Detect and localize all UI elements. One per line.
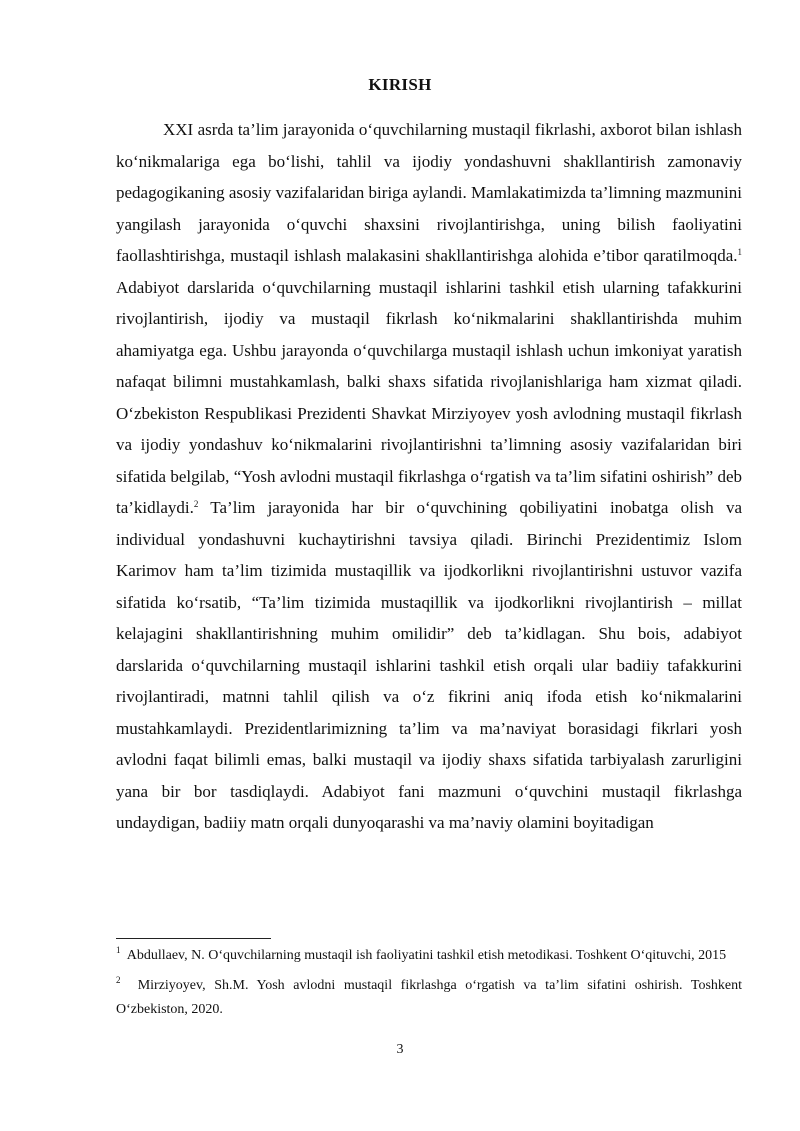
- paragraph-text-part-3: Ta’lim jarayonida har bir o‘quvchining qobiliyatini inobatga olish va individual yondashuvni kuchaytirishni tavsiya qiladi. Birinchi Prezidentimiz Islom Karimov ham ta’lim tizimida mustaqillik va ijodkorlikni rivojlantirishni ustuvor vazifa sifatida ko‘rsatib, “Ta’lim tizimida mustaqillik va ijodkorlikni rivojlantirish – millat kelajagini shakllantirishning muhim omilidir” deb ta’kidlagan. Shu bois, adabiyot darslarida o‘quvchilarning mustaqil ishlarini tashkil etish orqali ular badiiy tafakkurini rivojlantiradi, matnni tahlil qilish va o‘z fikrini aniq ifoda etish ko‘nikmalarini mustahkamlaydi. Prezidentlarimizning ta’lim va ma’naviyat borasidagi fikrlari yosh avlodni faqat bilimli emas, balki mustaqil va ijodiy shaxs sifatida tarbiyalash zarurligini yana bir bor tasdiqlaydi. Adabiyot fani mazmuni o‘quvchini mustaqil fikrlashga undaydigan, badiiy matn orqali dunyoqarashi va ma’naviy olamini boyitadigan: [116, 498, 742, 832]
- body-text: [116, 114, 742, 839]
- footnote-1: [116, 944, 742, 968]
- page-heading: KIRISH: [368, 75, 432, 94]
- footnote-separator: [116, 938, 271, 939]
- paragraph-text-part-2: Adabiyot darslarida o‘quvchilarning mustaqil ishlarini tashkil etish ularning tafakkurini rivojlantirish, ijodiy va mustaqil fikrlash ko‘nikmalarini shakllantirishda muhim ahamiyatga ega. Ushbu jarayonda o‘quvchilarga mustaqil ishlash uchun imkoniyat yaratish nafaqat bilimni mustahkamlash, balki shaxs sifatida rivojlanishlariga ham xizmat qiladi. O‘zbekiston Respublikasi Prezidenti Shavkat Mirziyoyev yosh avlodning mustaqil fikrlash va ijodiy yondashuv ko‘nikmalarini rivojlantirishni ta’limning asosiy vazifalaridan biri sifatida belgilab, “Yosh avlodni mustaqil fikrlashga o‘rgatish va ta’lim sifatini oshirish” deb ta’kidlaydi.: [116, 277, 742, 517]
- footnote-number-1: 1: [116, 945, 121, 955]
- footnote-2: [116, 974, 742, 1022]
- footnote-text-1: Abdullaev, N. O‘quvchilarning mustaqil ish faoliyatini tashkil etish metodikasi. Toshkent O‘qituvchi, 2015: [126, 948, 727, 963]
- footnote-ref-2: 2: [193, 499, 199, 509]
- paragraph-text-part-1: XXI asrda ta’lim jarayonida o‘quvchilarning mustaqil fikrlashi, axborot bilan ishlash ko‘nikmalariga ega bo‘lishi, tahlil va ijodiy yondashuvni shakllantirish zamonaviy pedagogikaning asosiy vazifalaridan biriga aylandi. Mamlakatimizda ta’limning mazmunini yangilash jarayonida o‘quvchi shaxsini rivojlantirishga, uning bilish faoliyatini faollashtirishga, mustaqil ishlash malakasini shakllantirishga alohida e’tibor qaratilmoqda.: [116, 120, 742, 265]
- body-paragraph: [116, 114, 742, 839]
- footnote-ref-1: 1: [737, 247, 742, 257]
- footnote-number-2: 2: [116, 975, 121, 985]
- footnotes: [116, 944, 742, 1028]
- page-number: 3: [396, 1042, 404, 1057]
- footnote-text-2: Mirziyoyev, Sh.M. Yosh avlodni mustaqil fikrlashga o‘rgatish va ta’lim sifatini oshirish. Toshkent O‘zbekiston, 2020.: [116, 978, 743, 1017]
